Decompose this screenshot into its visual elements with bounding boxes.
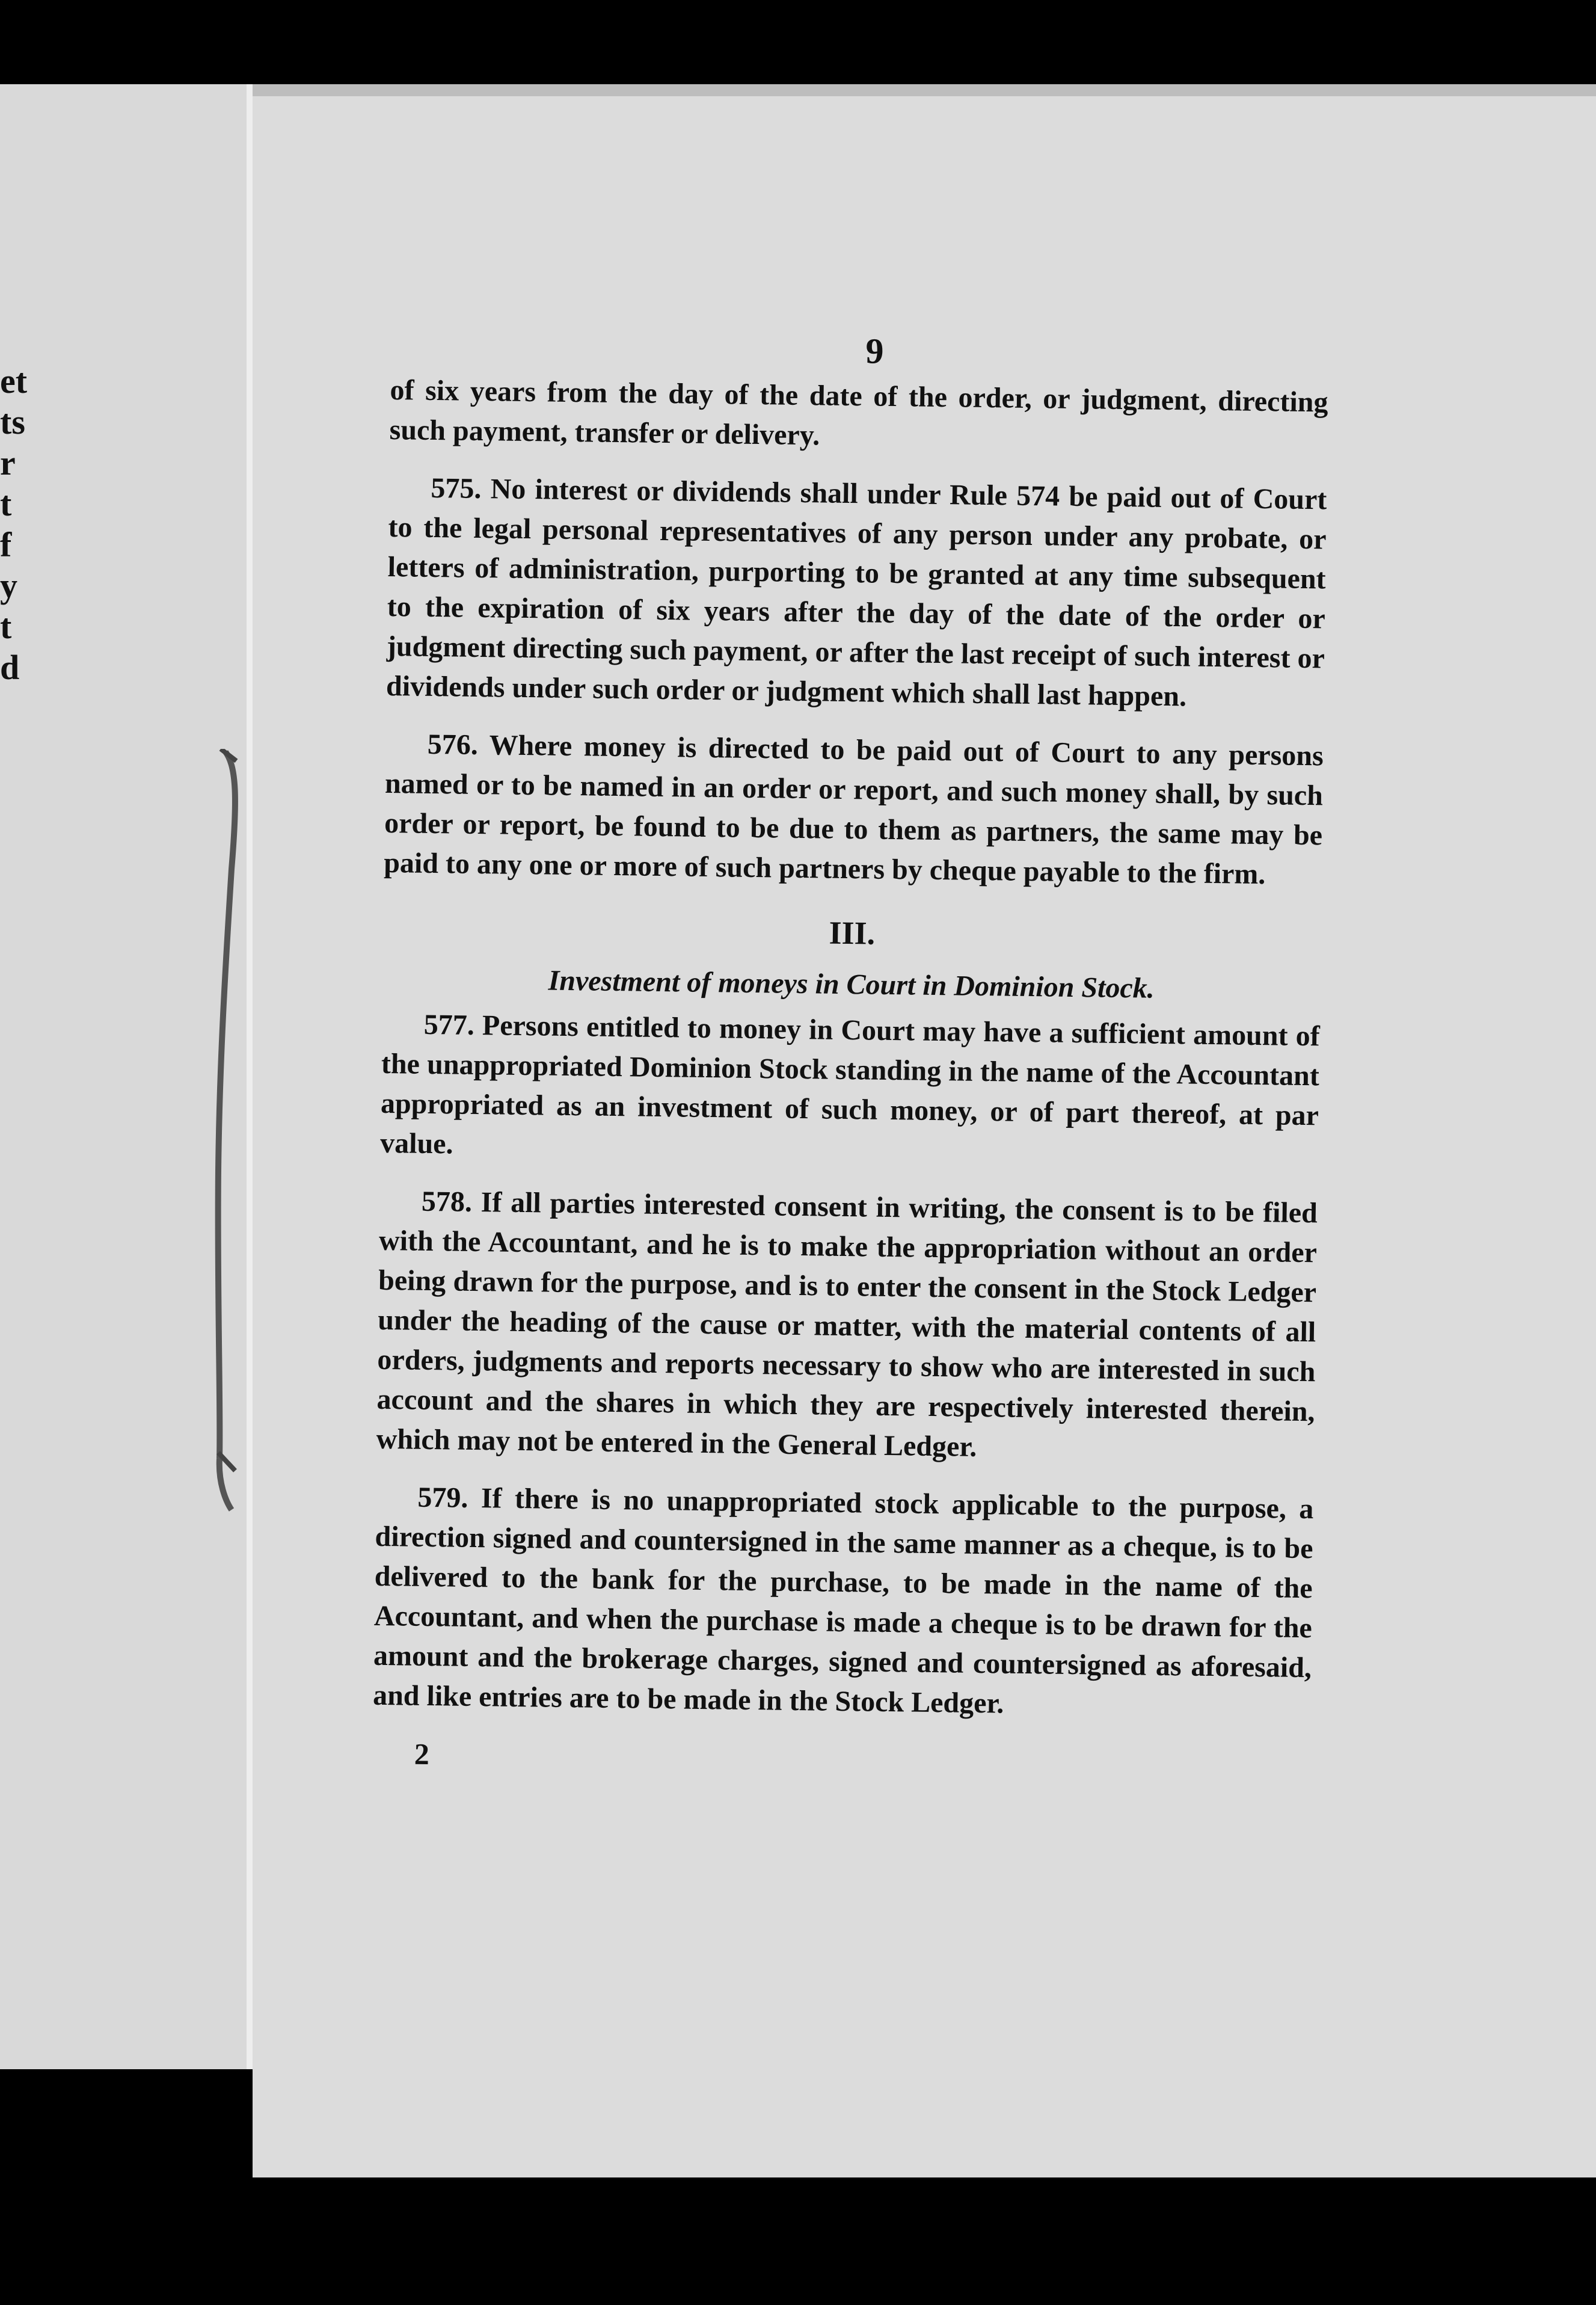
margin-letter: t xyxy=(0,484,12,523)
rule-number: 579. xyxy=(417,1481,468,1514)
margin-letter: ts xyxy=(0,402,25,442)
paragraph-text: of six years from the day of the date of the order, or judgment, directing such payment, transfer or delivery. xyxy=(389,374,1328,452)
page-number: 9 xyxy=(865,331,884,371)
section-numeral: III. xyxy=(829,914,876,952)
rule-577 xyxy=(380,1005,1320,1175)
margin-letter: f xyxy=(0,525,12,564)
rule-576 xyxy=(384,724,1324,895)
paragraph xyxy=(389,371,1328,462)
rule-text: No interest or dividends shall under Rule 574 be paid out of Court to the legal personal representatives of any person under any probate, or letters of administration, purporting to be granted at any time subsequent to the expiration of six years after the day of the date of the order or judgment directing such payment, or after the last receipt of such interest or dividends under such order or judgment which shall last happen. xyxy=(385,473,1327,713)
rule-578 xyxy=(376,1181,1318,1471)
page-content xyxy=(372,325,1328,1785)
margin-letter: r xyxy=(0,443,16,482)
facing-page-text xyxy=(0,361,28,688)
rule-text: If there is no unappropriated stock applicable to the purpose, a direction signed and countersigned in the same manner as a cheque, is to be delivered to the bank for the purchase, to be made in the name of the Accountant, and when the purchase is made a cheque is to be drawn for the amount and the brokerage charges, signed and countersigned as aforesaid, and like entries are to be made in the Stock Ledger. xyxy=(372,1482,1314,1720)
signature-mark: 2 xyxy=(414,1737,430,1771)
rule-text: If all parties interested consent in writing, the consent is to be filed with the Accountant, and he is to make the appropriation without an order being drawn for the purpose, and is to enter the consent in the Stock Ledger under the heading of the cause or matter, with the material contents of all orders, judgments and reports necessary to show who are interested in such account and the shares in which they are respectively interested therein, which may not be entered in the General Ledger. xyxy=(376,1186,1318,1463)
rule-number: 576. xyxy=(427,728,479,761)
rule-number: 578. xyxy=(421,1185,473,1218)
rule-text: Where money is directed to be paid out of Court to any persons named or to be named in an order or report, and such money shall, by such order or report, be found to be due to them as partners, the same may be paid to any one or more of such partners by cheque payable to the firm. xyxy=(383,729,1324,891)
rule-text: Persons entitled to money in Court may have a sufficient amount of the unappropriated Dominion Stock standing in the name of the Accountant appropriated as an investment of such money, or of part thereof, at par value. xyxy=(379,1009,1321,1160)
margin-letter: d xyxy=(0,648,20,687)
section-title: Investment of moneys in Court in Dominion Stock. xyxy=(548,964,1155,1005)
margin-letter: y xyxy=(0,566,17,605)
rule-number: 575. xyxy=(431,472,482,505)
margin-letter: et xyxy=(0,362,28,401)
rule-579 xyxy=(373,1477,1314,1728)
rule-575 xyxy=(386,468,1327,718)
margin-letter: t xyxy=(0,607,12,646)
rule-number: 577. xyxy=(423,1008,475,1041)
binding-string xyxy=(207,749,250,1513)
